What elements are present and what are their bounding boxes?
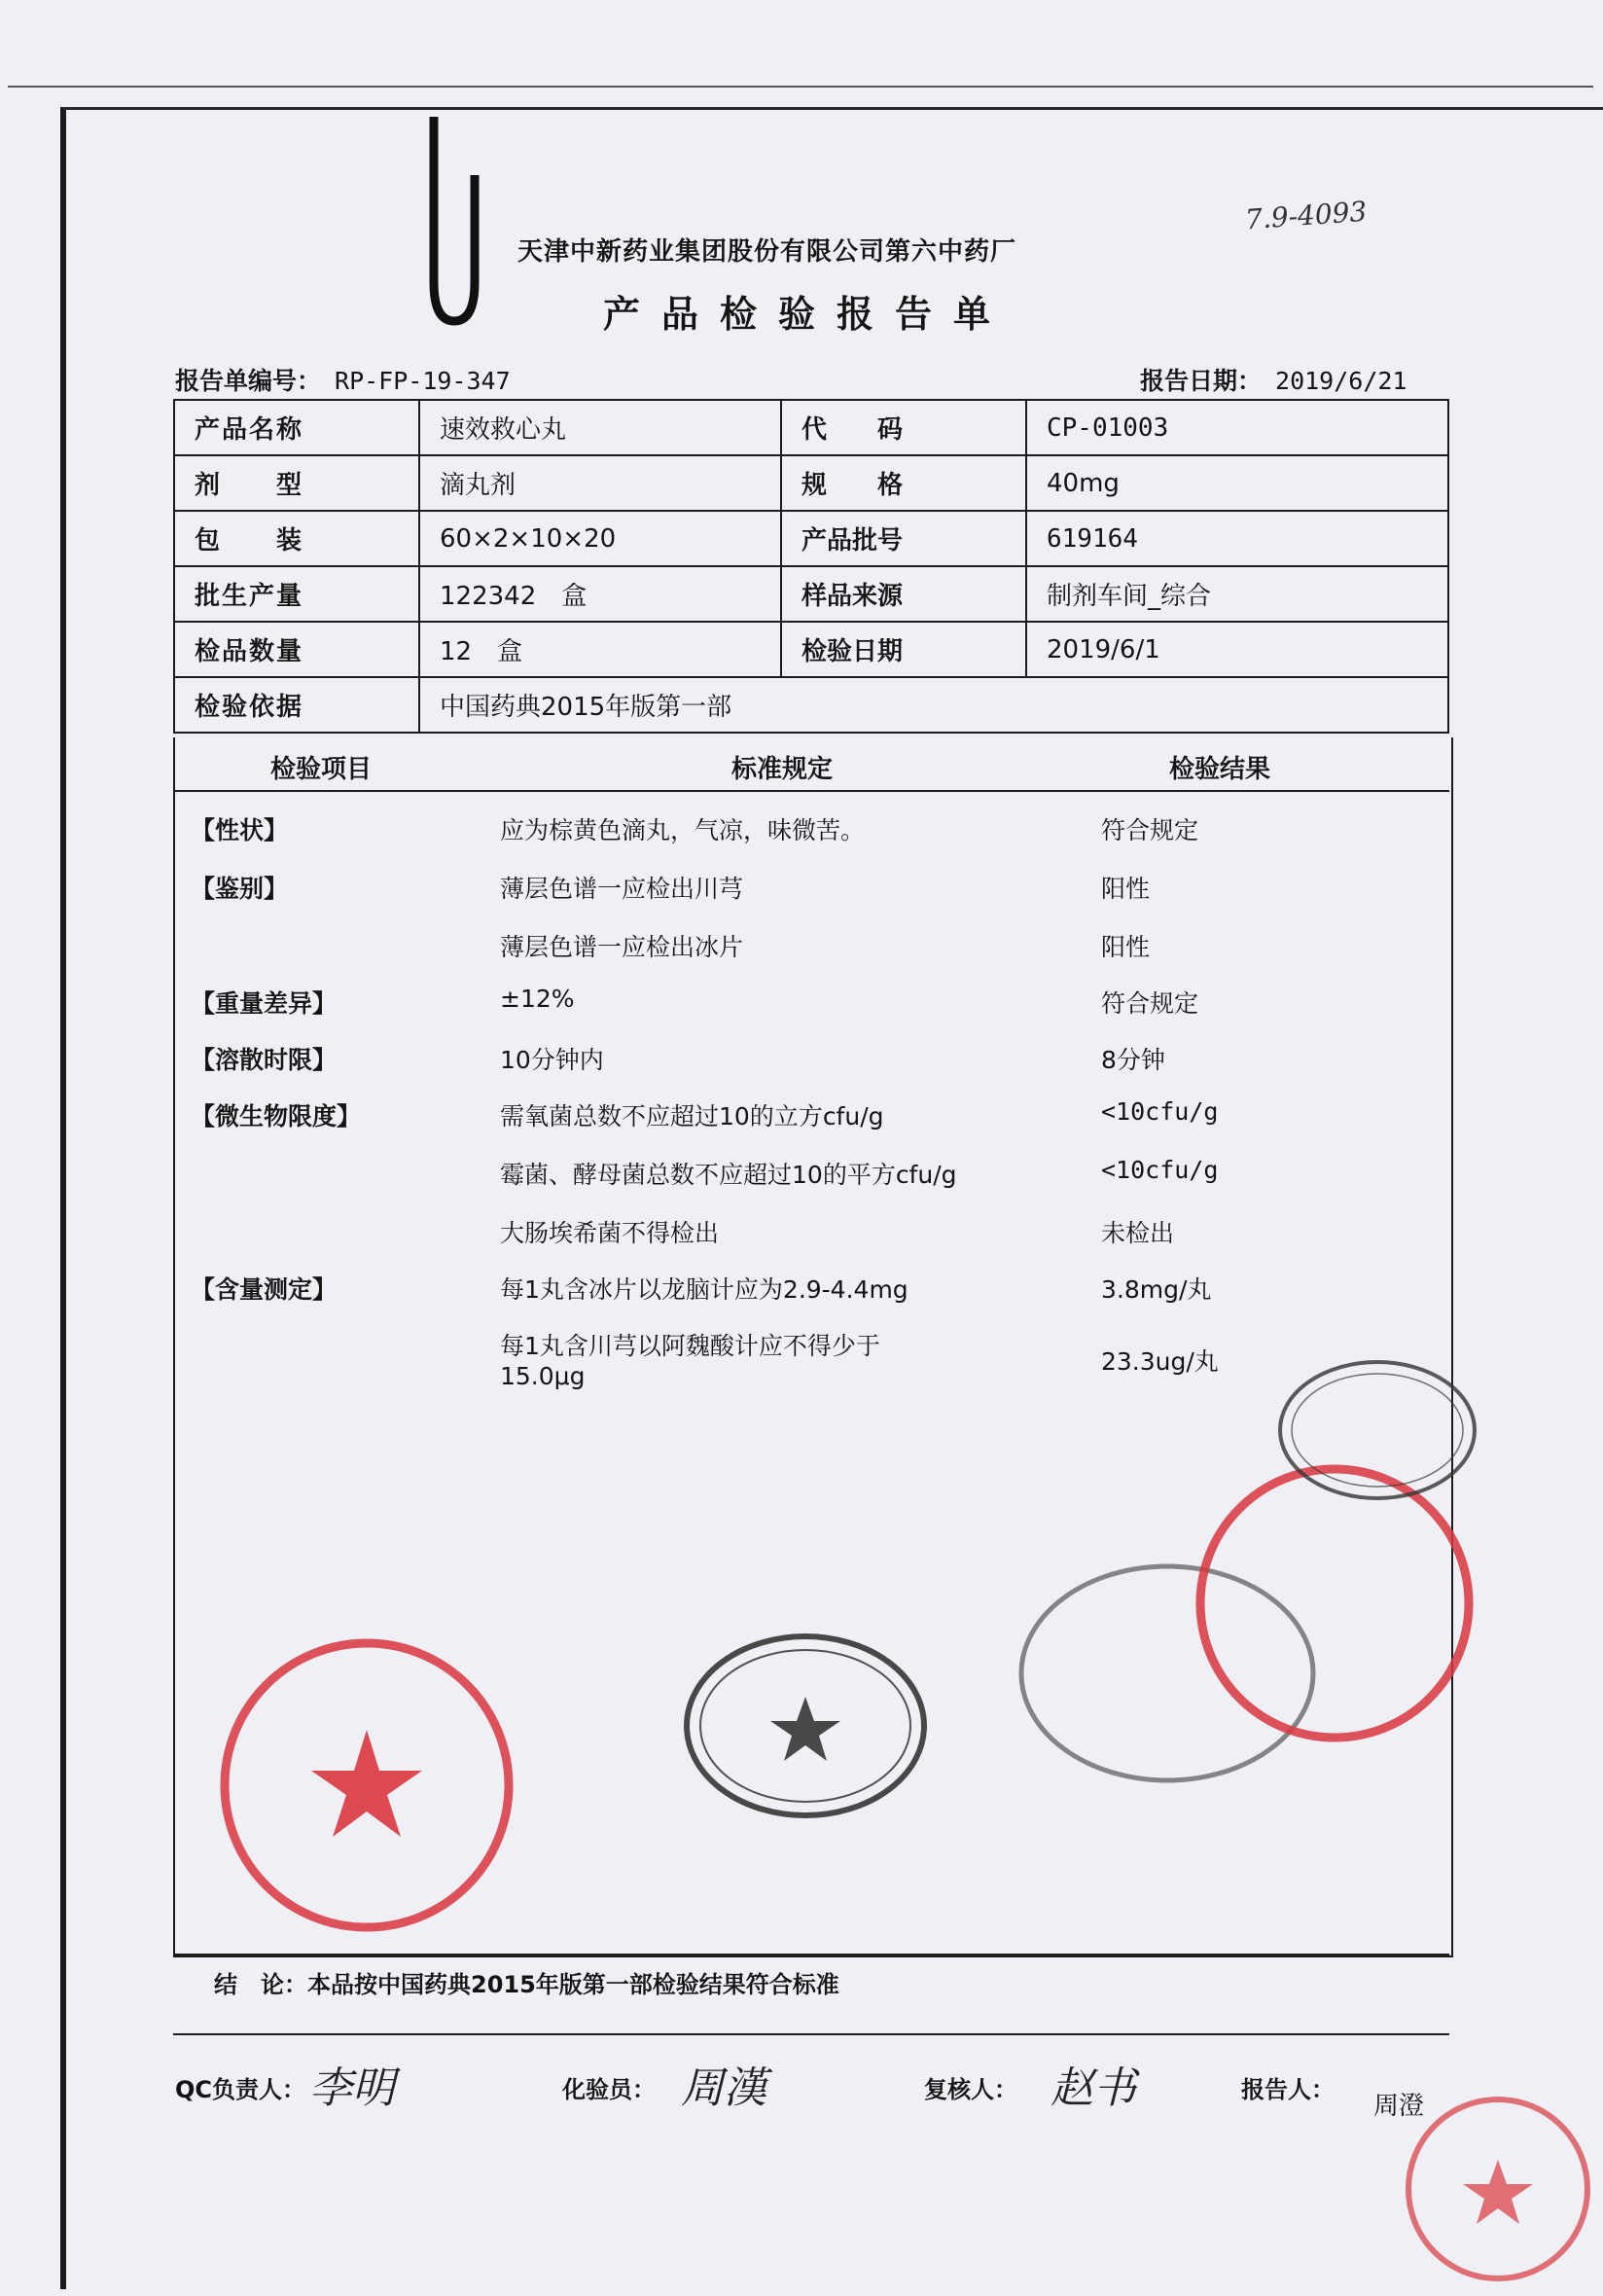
conclusion-divider: [173, 1954, 1449, 1955]
bottom-divider: [173, 2033, 1449, 2035]
info-row: [174, 400, 1448, 455]
info-row: [174, 511, 1448, 566]
col-std-header: 标准规定: [731, 755, 834, 784]
result-value: <10cfu/g: [1101, 1156, 1219, 1184]
tester-label: 化验员：: [562, 2076, 656, 2103]
red-seal-left: [216, 1634, 517, 1936]
result-item: 【微生物限度】: [191, 1102, 362, 1130]
form-label: 剂 型: [174, 455, 419, 511]
spec-value: 40mg: [1026, 455, 1448, 511]
binder-clip-icon: [420, 117, 488, 331]
tester-signature: 周漢: [681, 2063, 766, 2113]
handwritten-ref: 7.9-4093: [1244, 195, 1369, 236]
result-value: 阳性: [1101, 875, 1151, 903]
result-value: 符合规定: [1101, 816, 1199, 844]
report-number: 报告单编号： RP-FP-19-347: [175, 367, 511, 395]
info-row: [174, 566, 1448, 622]
test-date-value: 2019/6/1: [1026, 622, 1448, 677]
qc-signature: 李明: [309, 2063, 395, 2113]
basis-label: 检验依据: [174, 677, 419, 733]
company-name: 天津中新药业集团股份有限公司第六中药厂: [517, 237, 1017, 267]
code-label: 代 码: [781, 400, 1026, 455]
product-name-label: 产品名称: [174, 400, 419, 455]
info-row: [174, 455, 1448, 511]
form-value: 滴丸剂: [419, 455, 781, 511]
batch-label: 产品批号: [781, 511, 1026, 566]
top-rule: [8, 86, 1593, 88]
conclusion-text: 结 论：本品按中国药典2015年版第一部检验结果符合标准: [214, 1971, 839, 1998]
spec-label: 规 格: [781, 455, 1026, 511]
code-value: CP-01003: [1026, 400, 1448, 455]
sample-qty-label: 检品数量: [174, 622, 419, 677]
result-std: 薄层色谱一应检出川芎: [500, 875, 744, 903]
basis-value: 中国药典2015年版第一部: [419, 677, 1448, 733]
result-value: 23.3ug/丸: [1101, 1347, 1219, 1376]
pack-label: 包 装: [174, 511, 419, 566]
info-row: [174, 677, 1448, 733]
batch-qty-value: 122342 盒: [419, 566, 781, 622]
product-name-value: 速效救心丸: [419, 400, 781, 455]
result-std: 10分钟内: [500, 1046, 604, 1074]
result-std: 薄层色谱一应检出冰片: [500, 933, 744, 961]
red-seal-bottom: [1401, 2092, 1595, 2286]
result-value: 8分钟: [1101, 1046, 1165, 1074]
result-std: 应为棕黄色滴丸，气凉，味微苦。: [500, 816, 866, 844]
black-inspection-seal: [679, 1629, 932, 1823]
result-value: 阳性: [1101, 933, 1151, 961]
result-std: ±12%: [500, 985, 575, 1013]
product-info-table: [173, 399, 1449, 734]
result-value: 符合规定: [1101, 989, 1199, 1018]
black-copy-seal: [1270, 1352, 1484, 1508]
source-value: 制剂车间_综合: [1026, 566, 1448, 622]
result-std: 大肠埃希菌不得检出: [500, 1219, 720, 1247]
page-title: 产品检验报告单: [602, 293, 1012, 336]
pack-value: 60×2×10×20: [419, 511, 781, 566]
result-item: 【重量差异】: [191, 989, 338, 1018]
result-item: 【鉴别】: [191, 875, 289, 903]
batch-value: 619164: [1026, 511, 1448, 566]
result-item: 【溶散时限】: [191, 1046, 338, 1074]
test-date-label: 检验日期: [781, 622, 1026, 677]
source-label: 样品来源: [781, 566, 1026, 622]
info-row: [174, 622, 1448, 677]
reviewer-label: 复核人：: [924, 2076, 1017, 2103]
col-result-header: 检验结果: [1169, 755, 1271, 784]
result-value: 未检出: [1101, 1219, 1175, 1247]
reporter-name: 周澄: [1373, 2092, 1425, 2121]
report-date: 报告日期： 2019/6/21: [1140, 367, 1407, 395]
result-value: <10cfu/g: [1101, 1097, 1219, 1126]
result-std: 每1丸含川芎以阿魏酸计应不得少于: [500, 1332, 880, 1360]
reviewer-signature: 赵书: [1051, 2063, 1136, 2113]
result-value: 3.8mg/丸: [1101, 1275, 1212, 1304]
result-std: 需氧菌总数不应超过10的立方cfu/g: [500, 1102, 884, 1130]
result-item: 【含量测定】: [191, 1275, 338, 1304]
header-divider: [173, 790, 1449, 792]
qc-label: QC负责人：: [175, 2076, 306, 2103]
result-item: 【性状】: [191, 816, 289, 844]
result-std: 每1丸含冰片以龙脑计应为2.9-4.4mg: [500, 1275, 908, 1304]
col-item-header: 检验项目: [270, 755, 373, 784]
batch-qty-label: 批生产量: [174, 566, 419, 622]
reporter-label: 报告人：: [1241, 2076, 1335, 2103]
sample-qty-value: 12 盒: [419, 622, 781, 677]
result-std: 霉菌、酵母菌总数不应超过10的平方cfu/g: [500, 1161, 957, 1189]
result-std: 15.0μg: [500, 1362, 586, 1390]
